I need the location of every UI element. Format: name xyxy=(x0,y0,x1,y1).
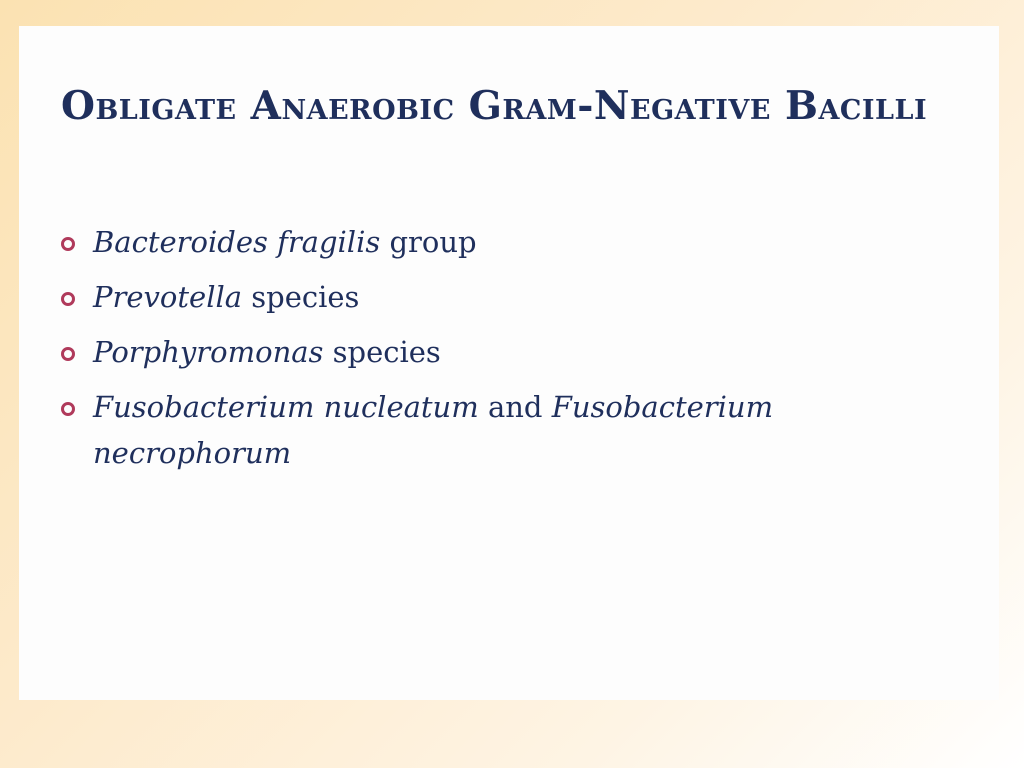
bullet-suffix: species xyxy=(323,335,441,369)
species-name: Fusobacterium necrophorum xyxy=(93,390,774,470)
genus-name: Prevotella xyxy=(93,280,243,314)
bullet-circle-icon xyxy=(61,402,75,416)
slide-panel xyxy=(19,26,999,700)
list-item xyxy=(61,219,941,265)
list-item xyxy=(61,329,941,375)
genus-name: Porphyromonas xyxy=(93,335,324,369)
bullet-text xyxy=(93,219,941,265)
genus-name: Bacteroides fragilis xyxy=(93,225,381,259)
bullet-list xyxy=(61,219,941,485)
list-item xyxy=(61,384,941,476)
bullet-suffix: group xyxy=(380,225,477,259)
bullet-suffix: species xyxy=(242,280,360,314)
bullet-text xyxy=(93,384,941,476)
slide-title: Obligate Anaerobic Gram-Negative Bacilli xyxy=(61,83,928,129)
bullet-conjunction: and xyxy=(478,390,552,424)
bullet-circle-icon xyxy=(61,347,75,361)
species-name: Fusobacterium nucleatum xyxy=(93,390,479,424)
bullet-circle-icon xyxy=(61,292,75,306)
bullet-text xyxy=(93,329,941,375)
bullet-circle-icon xyxy=(61,237,75,251)
bullet-text xyxy=(93,274,941,320)
list-item xyxy=(61,274,941,320)
